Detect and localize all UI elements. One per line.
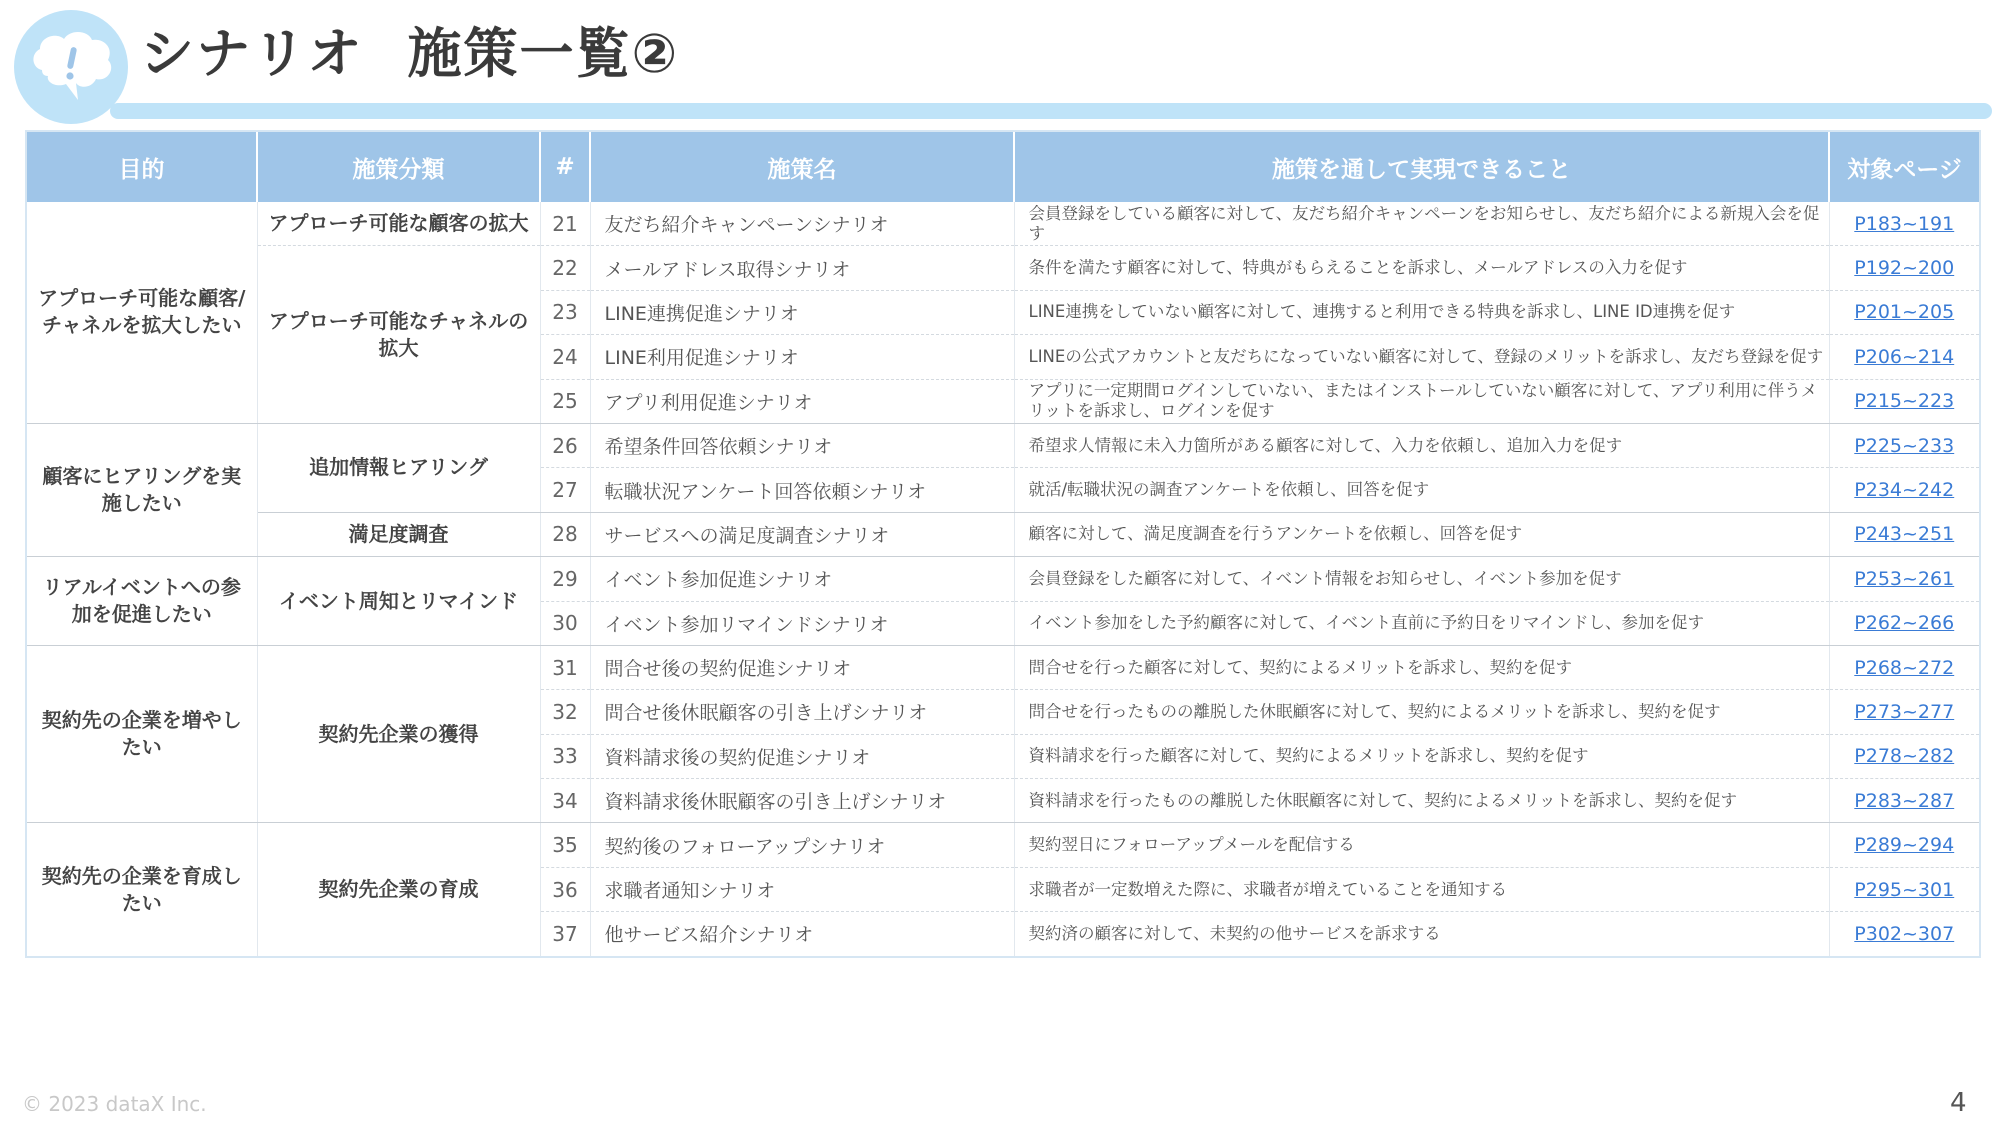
page-link[interactable]: P243~251 bbox=[1854, 523, 1955, 546]
table-header-row bbox=[27, 132, 1979, 202]
scenario-description: 会員登録をしている顧客に対して、友だち紹介キャンペーンをお知らせし、友だち紹介による新規入会を促す bbox=[1014, 202, 1829, 246]
row-number: 35 bbox=[540, 823, 590, 867]
table-row bbox=[27, 645, 1979, 689]
row-number: 26 bbox=[540, 423, 590, 467]
scenario-name: 求職者通知シナリオ bbox=[590, 867, 1014, 911]
row-number: 37 bbox=[540, 912, 590, 956]
page-link[interactable]: P262~266 bbox=[1854, 612, 1955, 635]
page-link[interactable]: P268~272 bbox=[1854, 656, 1955, 679]
table-row bbox=[27, 202, 1979, 246]
scenario-description: 資料請求を行ったものの離脱した休眠顧客に対して、契約によるメリットを訴求し、契約を促す bbox=[1014, 779, 1829, 823]
scenario-name: LINE利用促進シナリオ bbox=[590, 335, 1014, 379]
scenario-name: 問合せ後の契約促進シナリオ bbox=[590, 645, 1014, 689]
scenario-description: 会員登録をした顧客に対して、イベント情報をお知らせし、イベント参加を促す bbox=[1014, 557, 1829, 601]
row-number: 21 bbox=[540, 202, 590, 246]
title-bar bbox=[0, 0, 2000, 125]
scenario-description: 契約翌日にフォローアップメールを配信する bbox=[1014, 823, 1829, 867]
category-cell: イベント周知とリマインド bbox=[257, 557, 540, 646]
page-number: 4 bbox=[1950, 1088, 1967, 1118]
row-number: 24 bbox=[540, 335, 590, 379]
page-link[interactable]: P183~191 bbox=[1854, 212, 1955, 235]
scenario-description: LINEの公式アカウントと友だちになっていない顧客に対して、登録のメリットを訴求し、友だち登録を促す bbox=[1014, 335, 1829, 379]
page-link[interactable]: P234~242 bbox=[1854, 479, 1955, 502]
scenario-description: 就活/転職状況の調査アンケートを依頼し、回答を促す bbox=[1014, 468, 1829, 512]
category-cell: 満足度調査 bbox=[257, 512, 540, 556]
table-row bbox=[27, 423, 1979, 467]
scenario-name: アプリ利用促進シナリオ bbox=[590, 379, 1014, 423]
scenario-name: 資料請求後休眠顧客の引き上げシナリオ bbox=[590, 779, 1014, 823]
scenario-name: サービスへの満足度調査シナリオ bbox=[590, 512, 1014, 556]
scenario-description: 顧客に対して、満足度調査を行うアンケートを依頼し、回答を促す bbox=[1014, 512, 1829, 556]
row-number: 27 bbox=[540, 468, 590, 512]
table-row bbox=[27, 557, 1979, 601]
scenario-description: 条件を満たす顧客に対して、特典がもらえることを訴求し、メールアドレスの入力を促す bbox=[1014, 246, 1829, 290]
column-header-category: 施策分類 bbox=[257, 132, 540, 202]
page-link[interactable]: P253~261 bbox=[1854, 567, 1955, 590]
title-underline bbox=[110, 103, 1992, 119]
scenario-description: 資料請求を行った顧客に対して、契約によるメリットを訴求し、契約を促す bbox=[1014, 734, 1829, 778]
column-header-description: 施策を通して実現できること bbox=[1014, 132, 1829, 202]
purpose-cell: 契約先の企業を育成したい bbox=[27, 823, 257, 956]
purpose-cell: リアルイベントへの参加を促進したい bbox=[27, 557, 257, 646]
scenario-name: LINE連携促進シナリオ bbox=[590, 290, 1014, 334]
purpose-cell: 顧客にヒアリングを実施したい bbox=[27, 423, 257, 556]
scenario-name: メールアドレス取得シナリオ bbox=[590, 246, 1014, 290]
row-number: 30 bbox=[540, 601, 590, 645]
scenario-name: 他サービス紹介シナリオ bbox=[590, 912, 1014, 956]
scenario-name: 希望条件回答依頼シナリオ bbox=[590, 423, 1014, 467]
page-link[interactable]: P215~223 bbox=[1854, 390, 1955, 413]
category-cell: アプローチ可能な顧客の拡大 bbox=[257, 202, 540, 246]
column-header-name: 施策名 bbox=[590, 132, 1014, 202]
scenario-description: 問合せを行った顧客に対して、契約によるメリットを訴求し、契約を促す bbox=[1014, 645, 1829, 689]
row-number: 28 bbox=[540, 512, 590, 556]
row-number: 23 bbox=[540, 290, 590, 334]
category-cell: アプローチ可能なチャネルの拡大 bbox=[257, 246, 540, 424]
scenario-description: 求職者が一定数増えた際に、求職者が増えていることを通知する bbox=[1014, 867, 1829, 911]
scenario-table bbox=[25, 130, 1981, 958]
purpose-cell: アプローチ可能な顧客/チャネルを拡大したい bbox=[27, 202, 257, 423]
page-link[interactable]: P289~294 bbox=[1854, 834, 1955, 857]
category-cell: 追加情報ヒアリング bbox=[257, 423, 540, 512]
scenario-name: 友だち紹介キャンペーンシナリオ bbox=[590, 202, 1014, 246]
page-link[interactable]: P192~200 bbox=[1854, 257, 1955, 280]
page-link[interactable]: P295~301 bbox=[1854, 878, 1955, 901]
column-header-purpose: 目的 bbox=[27, 132, 257, 202]
row-number: 32 bbox=[540, 690, 590, 734]
row-number: 34 bbox=[540, 779, 590, 823]
scenario-name: 資料請求後の契約促進シナリオ bbox=[590, 734, 1014, 778]
page-title-scenario: シナリオ bbox=[140, 22, 364, 85]
table-row bbox=[27, 246, 1979, 290]
table-row bbox=[27, 823, 1979, 867]
purpose-cell: 契約先の企業を増やしたい bbox=[27, 645, 257, 823]
row-number: 22 bbox=[540, 246, 590, 290]
scenario-description: 希望求人情報に未入力箇所がある顧客に対して、入力を依頼し、追加入力を促す bbox=[1014, 423, 1829, 467]
page-title bbox=[140, 14, 679, 94]
scenario-name: 転職状況アンケート回答依頼シナリオ bbox=[590, 468, 1014, 512]
category-cell: 契約先企業の育成 bbox=[257, 823, 540, 956]
page-title-list: 施策一覧② bbox=[407, 22, 680, 85]
page-link[interactable]: P278~282 bbox=[1854, 745, 1955, 768]
scenario-name: 契約後のフォローアップシナリオ bbox=[590, 823, 1014, 867]
category-cell: 契約先企業の獲得 bbox=[257, 645, 540, 823]
scenario-description: LINE連携をしていない顧客に対して、連携すると利用できる特典を訴求し、LINE ID連携を促す bbox=[1014, 290, 1829, 334]
copyright: © 2023 dataX Inc. bbox=[22, 1092, 207, 1116]
table-row bbox=[27, 512, 1979, 556]
column-header-number: # bbox=[540, 132, 590, 202]
column-header-page: 対象ページ bbox=[1829, 132, 1979, 202]
scenario-name: イベント参加促進シナリオ bbox=[590, 557, 1014, 601]
page-link[interactable]: P206~214 bbox=[1854, 345, 1955, 368]
scenario-description: アプリに一定期間ログインしていない、またはインストールしていない顧客に対して、アプリ利用に伴うメリットを訴求し、ログインを促す bbox=[1014, 379, 1829, 423]
page-link[interactable]: P283~287 bbox=[1854, 789, 1955, 812]
row-number: 33 bbox=[540, 734, 590, 778]
scenario-description: 契約済の顧客に対して、未契約の他サービスを訴求する bbox=[1014, 912, 1829, 956]
speech-bubble-exclamation-icon bbox=[14, 10, 128, 124]
row-number: 31 bbox=[540, 645, 590, 689]
page-link[interactable]: P225~233 bbox=[1854, 434, 1955, 457]
page-link[interactable]: P302~307 bbox=[1854, 922, 1955, 945]
row-number: 36 bbox=[540, 867, 590, 911]
row-number: 25 bbox=[540, 379, 590, 423]
scenario-description: 問合せを行ったものの離脱した休眠顧客に対して、契約によるメリットを訴求し、契約を促す bbox=[1014, 690, 1829, 734]
scenario-description: イベント参加をした予約顧客に対して、イベント直前に予約日をリマインドし、参加を促す bbox=[1014, 601, 1829, 645]
page-link[interactable]: P273~277 bbox=[1854, 700, 1955, 723]
scenario-name: 問合せ後休眠顧客の引き上げシナリオ bbox=[590, 690, 1014, 734]
page-link[interactable]: P201~205 bbox=[1854, 301, 1955, 324]
row-number: 29 bbox=[540, 557, 590, 601]
scenario-name: イベント参加リマインドシナリオ bbox=[590, 601, 1014, 645]
